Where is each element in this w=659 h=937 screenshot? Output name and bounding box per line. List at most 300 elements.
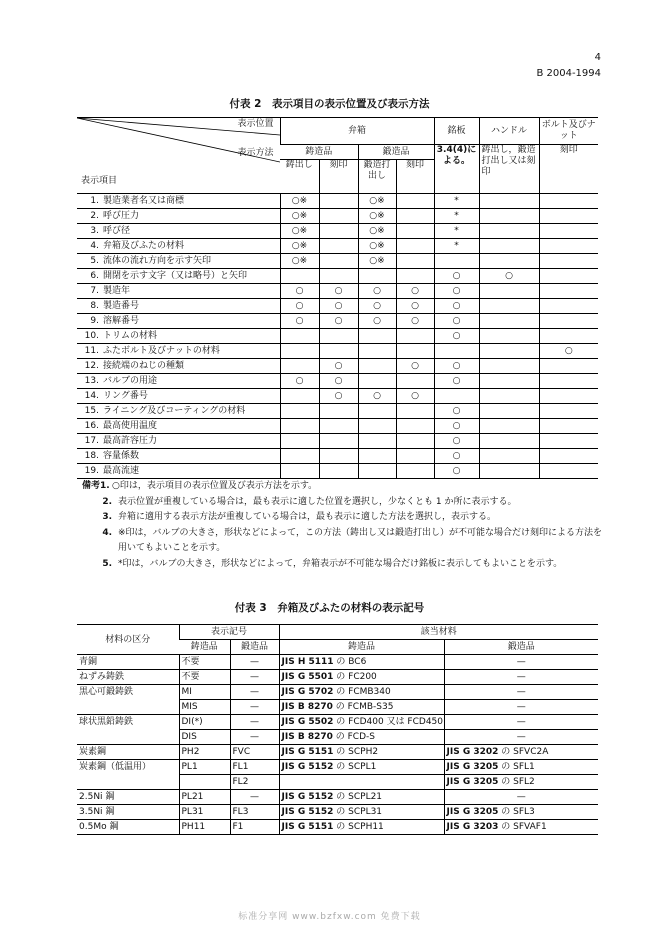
mark-cell: [319, 329, 358, 344]
forge-material-cell: —: [444, 670, 598, 685]
mark-cell: ○: [280, 284, 319, 299]
item-cell: [77, 269, 280, 284]
mark-cell: ○: [434, 299, 479, 314]
mark-cell: ○: [280, 314, 319, 329]
mark-cell: ○: [434, 284, 479, 299]
mark-cell: ○: [358, 299, 396, 314]
item-number: 3.: [90, 226, 99, 236]
symbol-cast-cell: DIS: [179, 730, 230, 745]
item-label: 製造番号: [103, 301, 140, 311]
mark-cell: [319, 434, 358, 449]
mark-cell: [539, 404, 598, 419]
mark-cell: [539, 239, 598, 254]
mark-cell: [539, 314, 598, 329]
cast-material-cell: [279, 820, 444, 835]
mark-cell: [479, 419, 539, 434]
mark-cell: [319, 254, 358, 269]
standard-number: JIS G 5151: [281, 822, 334, 832]
mark-cell: [319, 224, 358, 239]
note-text: *印は，バルブの大きさ，形状などによって，弁箱表示が不可能な場合だけ銘板に表示してもよいことを示す。: [118, 558, 563, 569]
forge-material-cell: —: [444, 655, 598, 670]
mark-cell: [479, 224, 539, 239]
mark-cell: ○: [539, 344, 598, 359]
material-cast-header: 鋳造品: [279, 640, 444, 655]
mark-cell: [539, 374, 598, 389]
material-grade: の SCPL21: [336, 792, 383, 802]
material-grade: の SCPL1: [336, 762, 377, 772]
cast-material-cell: [279, 700, 444, 715]
category-cell: [77, 775, 179, 790]
forge-out-header: 鍛造打出し: [358, 160, 396, 194]
category-cell: 黒心可鍛鋳鉄: [77, 685, 179, 700]
item-label: 最高流速: [103, 466, 140, 476]
material-grade: の FC200: [336, 672, 377, 682]
mark-cell: [539, 194, 598, 209]
mark-cell: [479, 209, 539, 224]
item-number: 1.: [90, 196, 99, 206]
item-number: 6.: [90, 271, 99, 281]
note-row: [82, 510, 602, 526]
table2-title: 付表 2 表示項目の表示位置及び表示方法: [229, 98, 430, 110]
cast-material-cell: [279, 670, 444, 685]
table-row: [77, 389, 598, 404]
mark-cell: ○: [319, 299, 358, 314]
standard-number: JIS G 3205: [446, 777, 499, 787]
item-label: 溶解番号: [103, 316, 140, 326]
mark-cell: [358, 329, 396, 344]
category-cell: 炭素鋼: [77, 745, 179, 760]
standard-number: JIS G 5702: [281, 687, 334, 697]
item-number: 7.: [90, 286, 99, 296]
mark-cell: [539, 464, 598, 479]
category-cell: 球状黒鉛鋳鉄: [77, 715, 179, 730]
table-row: [77, 254, 598, 269]
item-label: 流体の流れ方向を示す矢印: [103, 256, 212, 266]
symbol-cast-cell: 不要: [179, 655, 230, 670]
mark-cell: [319, 464, 358, 479]
mark-cell: [358, 419, 396, 434]
display-position-table: [77, 117, 598, 479]
mark-cell: [280, 329, 319, 344]
mark-cell: [539, 434, 598, 449]
mark-cell: [396, 464, 434, 479]
cast-material-cell: [279, 760, 444, 775]
mark-cell: [396, 374, 434, 389]
mark-cell: ○: [358, 389, 396, 404]
forge-material-cell: [444, 820, 598, 835]
symbol-forge-cell: F1: [230, 820, 279, 835]
mark-cell: *: [434, 239, 479, 254]
mark-cell: [396, 404, 434, 419]
mark-cell: [280, 419, 319, 434]
symbol-cast-cell: PL31: [179, 805, 230, 820]
mark-cell: ○: [434, 329, 479, 344]
notes: [82, 479, 602, 572]
mark-cell: ○: [434, 449, 479, 464]
mark-cell: [280, 359, 319, 374]
mark-cell: [280, 404, 319, 419]
item-label: ライニング及びコーティングの材料: [103, 406, 246, 416]
mark-cell: [319, 269, 358, 284]
mark-cell: [479, 299, 539, 314]
mark-cell: ○: [319, 314, 358, 329]
document-number: B 2004-1994: [536, 68, 601, 79]
mark-cell: ○: [396, 359, 434, 374]
item-number: 2.: [90, 211, 99, 221]
standard-number: JIS G 3203: [446, 822, 499, 832]
table2-body: [77, 194, 598, 479]
mark-cell: [434, 389, 479, 404]
cast-material-cell: [279, 790, 444, 805]
note-number: 3.: [102, 512, 112, 522]
standard-number: JIS B 8270: [281, 732, 333, 742]
mark-cell: [539, 389, 598, 404]
handle-method: 鋳出し，鍛造打出し又は刻印: [479, 145, 539, 194]
mark-cell: [319, 344, 358, 359]
symbol-cast-cell: [179, 775, 230, 790]
mark-cell: ○: [396, 314, 434, 329]
mark-cell: ○: [319, 284, 358, 299]
symbol-cast-cell: PH2: [179, 745, 230, 760]
symbol-forge-header: 鍛造品: [230, 640, 279, 655]
bolt-header: ボルト及びナット: [539, 118, 598, 145]
item-cell: [77, 449, 280, 464]
symbol-header: 表示記号: [179, 625, 279, 640]
item-number: 10.: [84, 331, 99, 341]
note-number: 2.: [102, 496, 112, 507]
table-row: [77, 314, 598, 329]
mark-cell: ○※: [280, 224, 319, 239]
table3-title: 付表 3 弁箱及びふたの材料の表示記号: [234, 602, 425, 614]
mark-cell: [396, 209, 434, 224]
category-cell: [77, 730, 179, 745]
mark-cell: ○: [434, 419, 479, 434]
table-row: [77, 419, 598, 434]
category-cell: [77, 700, 179, 715]
mark-cell: [396, 224, 434, 239]
mark-cell: ○: [358, 284, 396, 299]
mark-cell: [358, 404, 396, 419]
material-header: 該当材料: [279, 625, 598, 640]
item-cell: [77, 299, 280, 314]
site-watermark: 标准分享网 www.bzfxw.com 免费下载: [238, 912, 421, 922]
table-row: [77, 655, 598, 670]
item-cell: [77, 209, 280, 224]
symbol-forge-cell: —: [230, 715, 279, 730]
item-number: 11.: [84, 346, 99, 356]
material-grade: の SFL2: [501, 777, 535, 787]
cast-material-cell: [279, 805, 444, 820]
mark-cell: [539, 419, 598, 434]
table-row: [77, 374, 598, 389]
symbol-forge-cell: FL1: [230, 760, 279, 775]
material-grade: の FCMB340: [336, 687, 391, 697]
table-row: [77, 760, 598, 775]
standard-number: JIS G 3202: [446, 747, 499, 757]
cast-material-cell: [279, 775, 444, 790]
mark-cell: ○※: [358, 194, 396, 209]
table-row: [77, 670, 598, 685]
item-cell: [77, 374, 280, 389]
item-cell: [77, 314, 280, 329]
mark-cell: [479, 284, 539, 299]
mark-cell: [358, 269, 396, 284]
mark-cell: [319, 449, 358, 464]
symbol-cast-cell: PH11: [179, 820, 230, 835]
table-row: [77, 730, 598, 745]
mark-cell: [396, 194, 434, 209]
standard-number: JIS G 5152: [281, 792, 334, 802]
category-header: 材料の区分: [77, 625, 179, 655]
casting-header: 鋳造品: [280, 145, 358, 160]
mark-cell: ○: [319, 389, 358, 404]
cast-material-cell: [279, 730, 444, 745]
mark-cell: [396, 239, 434, 254]
standard-number: JIS G 5152: [281, 807, 334, 817]
mark-cell: [539, 329, 598, 344]
note-row: [82, 557, 602, 573]
forge-material-cell: [444, 775, 598, 790]
symbol-forge-cell: —: [230, 670, 279, 685]
category-cell: ねずみ鋳鉄: [77, 670, 179, 685]
item-number: 19.: [84, 466, 99, 476]
cast-out-header: 鋳出し: [280, 160, 319, 194]
material-grade: の BC6: [336, 657, 367, 667]
mark-cell: [539, 224, 598, 239]
symbol-forge-cell: —: [230, 655, 279, 670]
handle-header: ハンドル: [479, 118, 539, 145]
table-row: [77, 224, 598, 239]
mark-cell: ○: [434, 464, 479, 479]
note-number: 5.: [102, 558, 112, 569]
item-number: 13.: [84, 376, 99, 386]
item-label: 最高使用温度: [103, 421, 158, 431]
mark-cell: [319, 209, 358, 224]
mark-cell: [479, 449, 539, 464]
mark-cell: [539, 254, 598, 269]
table-row: [77, 209, 598, 224]
mark-cell: [396, 269, 434, 284]
stamp2-header: 刻印: [396, 160, 434, 194]
table-row: [77, 685, 598, 700]
mark-cell: [319, 404, 358, 419]
symbol-cast-cell: PL1: [179, 760, 230, 775]
material-grade: の FCD-S: [335, 732, 375, 742]
item-cell: [77, 464, 280, 479]
mark-cell: *: [434, 209, 479, 224]
mark-cell: ○※: [358, 239, 396, 254]
item-cell: [77, 224, 280, 239]
mark-cell: [396, 329, 434, 344]
table-row: [77, 344, 598, 359]
table-row: [77, 820, 598, 835]
table-row: [77, 790, 598, 805]
table-row: [77, 434, 598, 449]
mark-cell: ○: [319, 374, 358, 389]
material-grade: の SCPL31: [336, 807, 383, 817]
mark-cell: ○: [434, 434, 479, 449]
symbol-cast-cell: DI(*): [179, 715, 230, 730]
bolt-method: 刻印: [539, 145, 598, 194]
mark-cell: [396, 449, 434, 464]
item-number: 12.: [84, 361, 99, 371]
item-label: 接続端のねじの種類: [103, 361, 185, 371]
mark-cell: ○※: [358, 224, 396, 239]
forge-material-cell: [444, 745, 598, 760]
item-number: 15.: [84, 406, 99, 416]
mark-cell: ○※: [358, 254, 396, 269]
material-grade: の SFVC2A: [501, 747, 549, 757]
forge-material-cell: —: [444, 730, 598, 745]
item-number: 18.: [84, 451, 99, 461]
standard-number: JIS G 5502: [281, 717, 334, 727]
mark-cell: ○: [479, 269, 539, 284]
mark-cell: [280, 449, 319, 464]
symbol-forge-cell: —: [230, 790, 279, 805]
mark-cell: [539, 449, 598, 464]
category-cell: 青銅: [77, 655, 179, 670]
category-cell: 2.5Ni 鋼: [77, 790, 179, 805]
standard-number: JIS B 8270: [281, 702, 333, 712]
table-row: [77, 194, 598, 209]
table-row: [77, 775, 598, 790]
body-header: 弁箱: [280, 118, 434, 145]
mark-cell: ○※: [358, 209, 396, 224]
mark-cell: [358, 359, 396, 374]
item-cell: [77, 194, 280, 209]
item-label: 弁箱及びふたの材料: [103, 241, 185, 251]
forge-material-cell: —: [444, 685, 598, 700]
item-number: 16.: [84, 421, 99, 431]
item-cell: [77, 284, 280, 299]
table-row: [77, 404, 598, 419]
table-row: [77, 464, 598, 479]
mark-cell: ○※: [280, 254, 319, 269]
item-label: リング番号: [103, 391, 148, 401]
note-text: 表示位置が重複している場合は，最も表示に適した位置を選択し，少なくとも 1 か所に表示する。: [118, 496, 517, 507]
mark-cell: [479, 194, 539, 209]
table-row: [77, 805, 598, 820]
item-label: 容量係数: [103, 451, 140, 461]
note-row: [82, 479, 602, 495]
mark-cell: [539, 359, 598, 374]
category-cell: 0.5Mo 鋼: [77, 820, 179, 835]
forge-material-cell: —: [444, 700, 598, 715]
method-label: 表示方法: [237, 148, 274, 158]
cast-material-cell: [279, 655, 444, 670]
page-number: 4: [594, 52, 601, 63]
item-number: 17.: [84, 436, 99, 446]
mark-cell: ○: [396, 284, 434, 299]
mark-cell: [396, 419, 434, 434]
mark-cell: ○: [358, 314, 396, 329]
mark-cell: [479, 344, 539, 359]
standard-number: JIS G 5151: [281, 747, 334, 757]
material-grade: の SFL3: [501, 807, 535, 817]
mark-cell: [280, 269, 319, 284]
material-grade: の SFVAF1: [501, 822, 547, 832]
mark-cell: ○※: [280, 239, 319, 254]
mark-cell: [479, 389, 539, 404]
forge-material-cell: [444, 760, 598, 775]
item-cell: [77, 254, 280, 269]
note-row: [82, 526, 602, 557]
item-number: 8.: [90, 301, 99, 311]
item-cell: [77, 419, 280, 434]
mark-cell: [479, 464, 539, 479]
mark-cell: [434, 344, 479, 359]
item-label: 最高許容圧力: [103, 436, 158, 446]
table-row: [77, 715, 598, 730]
mark-cell: [479, 314, 539, 329]
symbol-cast-cell: 不要: [179, 670, 230, 685]
symbol-cast-cell: PL21: [179, 790, 230, 805]
mark-cell: [358, 449, 396, 464]
table-row: [77, 449, 598, 464]
symbol-cast-header: 鋳造品: [179, 640, 230, 655]
item-cell: [77, 329, 280, 344]
note-text: ○印は，表示項目の表示位置及び表示方法を示す。: [112, 481, 318, 491]
diagonal-header-cell: [77, 118, 280, 194]
table-row: [77, 700, 598, 715]
mark-cell: *: [434, 194, 479, 209]
mark-cell: [396, 434, 434, 449]
mark-cell: [280, 464, 319, 479]
mark-cell: ○: [396, 389, 434, 404]
table-row: [77, 359, 598, 374]
material-forge-header: 鍛造品: [444, 640, 598, 655]
mark-cell: [396, 344, 434, 359]
item-cell: [77, 344, 280, 359]
nameplate-method: 3.4(4)による。: [434, 145, 479, 194]
cast-material-cell: [279, 715, 444, 730]
mark-cell: [539, 299, 598, 314]
material-grade: の FCD400 又は FCD450: [336, 717, 444, 727]
item-label: 表示項目: [81, 176, 118, 186]
item-cell: [77, 389, 280, 404]
symbol-forge-cell: FL3: [230, 805, 279, 820]
symbol-forge-cell: FL2: [230, 775, 279, 790]
material-grade: の SCPH2: [336, 747, 379, 757]
mark-cell: ○※: [280, 194, 319, 209]
mark-cell: ○: [434, 314, 479, 329]
mark-cell: ○: [280, 299, 319, 314]
cast-material-cell: [279, 685, 444, 700]
forge-material-cell: —: [444, 790, 598, 805]
mark-cell: [358, 374, 396, 389]
note-number: 4.: [102, 527, 112, 538]
item-label: ふたボルト及びナットの材料: [103, 346, 220, 356]
mark-cell: [479, 404, 539, 419]
mark-cell: ○: [434, 359, 479, 374]
mark-cell: [479, 359, 539, 374]
standard-number: JIS G 3205: [446, 807, 499, 817]
item-number: 14.: [84, 391, 99, 401]
mark-cell: [479, 374, 539, 389]
mark-cell: [358, 344, 396, 359]
nameplate-header: 銘板: [434, 118, 479, 145]
note-row: [82, 495, 602, 511]
standard-number: JIS G 5152: [281, 762, 334, 772]
item-label: 開閉を示す文字（又は略号）と矢印: [103, 271, 248, 281]
mark-cell: ○: [396, 299, 434, 314]
material-grade: の FCMB-S35: [335, 702, 394, 712]
item-label: バルブの用途: [103, 376, 158, 386]
mark-cell: ○: [434, 269, 479, 284]
standard-number: JIS H 5111: [281, 657, 334, 667]
category-cell: 3.5Ni 鋼: [77, 805, 179, 820]
item-cell: [77, 404, 280, 419]
